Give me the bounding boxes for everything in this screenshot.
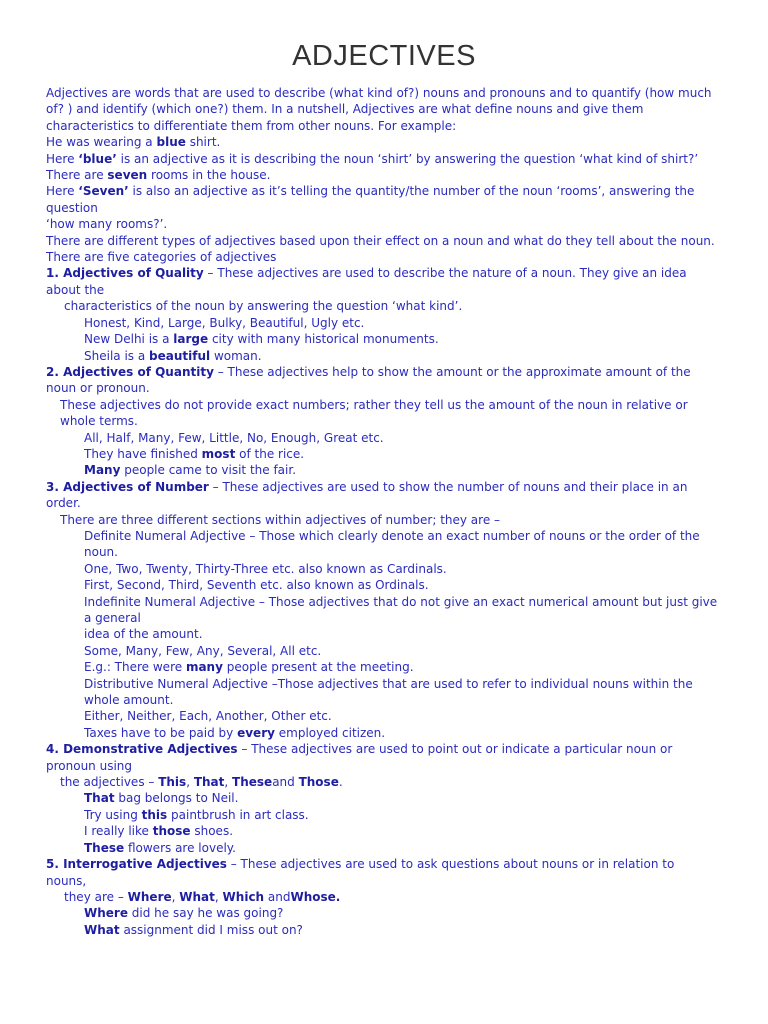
text-segment: people present at the meeting. bbox=[222, 660, 414, 675]
text-line bbox=[46, 479, 718, 512]
bold-term: Which bbox=[222, 889, 265, 904]
text-line bbox=[46, 183, 718, 216]
text-segment: , bbox=[171, 889, 180, 904]
text-segment: is an adjective as it is describing the noun ‘shirt’ by answering the question ‘what kind of shirt?’ bbox=[116, 151, 699, 166]
text-segment: Some, Many, Few, Any, Several, All etc. bbox=[84, 643, 322, 658]
text-line bbox=[46, 331, 718, 347]
bold-term: seven bbox=[107, 168, 148, 183]
bold-term: 2. Adjectives of Quantity bbox=[46, 364, 214, 379]
text-segment: There are five categories of adjectives bbox=[46, 250, 277, 265]
text-segment: shoes. bbox=[190, 824, 234, 839]
text-line bbox=[46, 659, 718, 675]
bold-term: Those bbox=[298, 775, 339, 790]
text-segment: Here bbox=[46, 184, 79, 199]
text-segment: woman. bbox=[210, 348, 262, 363]
text-segment: Indefinite Numeral Adjective – Those adjectives that do not give an exact numerical amount but just give a general bbox=[84, 594, 718, 625]
text-line bbox=[46, 364, 718, 397]
text-segment: These adjectives do not provide exact numbers; rather they tell us the amount of the noun in relative or whole terms. bbox=[60, 397, 688, 429]
text-segment: , bbox=[224, 775, 233, 790]
text-segment: did he say he was going? bbox=[127, 906, 284, 921]
text-segment: Here bbox=[46, 151, 79, 166]
text-segment: flowers are lovely. bbox=[124, 840, 236, 855]
text-segment: E.g.: There were bbox=[84, 660, 186, 675]
bold-term: those bbox=[152, 824, 191, 839]
text-line bbox=[46, 626, 718, 642]
text-line bbox=[46, 889, 718, 905]
text-line bbox=[46, 856, 718, 889]
text-segment: First, Second, Third, Seventh etc. also known as Ordinals. bbox=[84, 578, 429, 593]
text-segment: – These adjectives are used to describe the nature of a noun. They give an idea about the bbox=[46, 266, 687, 297]
text-line bbox=[46, 594, 718, 627]
text-segment: assignment did I miss out on? bbox=[119, 922, 303, 937]
bold-term: blue bbox=[156, 135, 186, 150]
text-segment: New Delhi is a bbox=[84, 332, 174, 347]
text-segment: Distributive Numeral Adjective –Those adjectives that are used to refer to individual nouns within the whole amount. bbox=[84, 676, 693, 708]
bold-term: Where bbox=[127, 889, 172, 904]
bold-term: 3. Adjectives of Number bbox=[46, 479, 209, 494]
text-line bbox=[46, 397, 718, 430]
text-segment: , bbox=[186, 775, 194, 790]
bold-term: What bbox=[179, 889, 215, 904]
text-segment: I really like bbox=[84, 824, 153, 839]
text-line bbox=[46, 315, 718, 331]
text-segment: Adjectives are words that are used to describe (what kind of?) nouns and pronouns and to quantify (how much of? ) and identify (which one?) them. In a nutshell, Adjectives are what define nouns and give them characteristics to differentiate them from other nouns. For example: bbox=[46, 86, 712, 133]
text-line bbox=[46, 216, 718, 232]
text-segment: people came to visit the fair. bbox=[120, 463, 297, 478]
text-segment: – These adjectives are used to ask questions about nouns or in relation to nouns, bbox=[46, 857, 675, 888]
text-line bbox=[46, 233, 718, 249]
text-segment: There are different types of adjectives based upon their effect on a noun and what do they tell about the noun. bbox=[46, 233, 715, 248]
bold-term: 1. Adjectives of Quality bbox=[46, 266, 204, 281]
text-line bbox=[46, 577, 718, 593]
bold-term: every bbox=[237, 725, 275, 740]
text-line bbox=[46, 922, 718, 938]
bold-term: 4. Demonstrative Adjectives bbox=[46, 742, 238, 757]
text-line bbox=[46, 725, 718, 741]
bold-term: This bbox=[158, 775, 187, 790]
text-line bbox=[46, 167, 718, 183]
text-segment: They have finished bbox=[84, 446, 202, 461]
text-line bbox=[46, 528, 718, 561]
text-segment: rooms in the house. bbox=[147, 168, 271, 183]
text-line bbox=[46, 446, 718, 462]
text-segment: is also an adjective as it’s telling the quantity/the number of the noun ‘rooms’, answering the question bbox=[46, 184, 695, 215]
text-segment: Try using bbox=[84, 807, 142, 822]
text-segment: city with many historical monuments. bbox=[208, 332, 439, 347]
bold-term: Whose. bbox=[290, 889, 341, 904]
text-line bbox=[46, 85, 718, 134]
text-line bbox=[46, 462, 718, 478]
bold-term: ‘blue’ bbox=[78, 151, 117, 166]
page-title: ADJECTIVES bbox=[292, 40, 476, 72]
bold-term: large bbox=[173, 332, 209, 347]
bold-term: beautiful bbox=[149, 348, 211, 363]
bold-term: this bbox=[141, 807, 168, 822]
bold-term: many bbox=[185, 660, 223, 675]
bold-term: most bbox=[201, 446, 236, 461]
document-body bbox=[46, 85, 718, 938]
text-segment: There are bbox=[46, 168, 108, 183]
text-line bbox=[46, 249, 718, 265]
text-segment: ‘how many rooms?’. bbox=[46, 217, 168, 232]
text-segment: of the rice. bbox=[235, 446, 305, 461]
text-segment: characteristics of the noun by answering the question ‘what kind’. bbox=[64, 299, 463, 314]
text-segment: Taxes have to be paid by bbox=[84, 725, 238, 740]
text-segment: the adjectives – bbox=[60, 775, 159, 790]
text-segment: shirt. bbox=[185, 135, 221, 150]
text-line bbox=[46, 151, 718, 167]
text-segment: , bbox=[214, 889, 223, 904]
text-segment: they are – bbox=[64, 889, 128, 904]
bold-term: That bbox=[193, 775, 225, 790]
text-segment: employed citizen. bbox=[274, 725, 386, 740]
text-line bbox=[46, 905, 718, 921]
text-segment: bag belongs to Neil. bbox=[114, 791, 239, 806]
bold-term: What bbox=[84, 922, 120, 937]
text-line bbox=[46, 348, 718, 364]
text-line bbox=[46, 840, 718, 856]
text-segment: – These adjectives are used to show the number of nouns and their place in an order. bbox=[46, 479, 688, 511]
text-segment: and bbox=[264, 889, 291, 904]
text-line bbox=[46, 561, 718, 577]
text-line bbox=[46, 807, 718, 823]
text-line bbox=[46, 708, 718, 724]
text-line bbox=[46, 512, 718, 528]
bold-term: Many bbox=[84, 463, 121, 478]
text-segment: idea of the amount. bbox=[84, 627, 203, 642]
text-segment: There are three different sections within adjectives of number; they are – bbox=[60, 512, 501, 527]
text-segment: One, Two, Twenty, Thirty-Three etc. also known as Cardinals. bbox=[84, 561, 447, 576]
text-line bbox=[46, 643, 718, 659]
bold-term: 5. Interrogative Adjectives bbox=[46, 857, 227, 872]
text-segment: and bbox=[272, 775, 299, 790]
text-line bbox=[46, 774, 718, 790]
text-segment: Honest, Kind, Large, Bulky, Beautiful, Ugly etc. bbox=[84, 315, 365, 330]
text-segment: – These adjectives help to show the amount or the approximate amount of the noun or pronoun. bbox=[46, 364, 691, 396]
text-line bbox=[46, 741, 718, 774]
text-segment: paintbrush in art class. bbox=[167, 807, 309, 822]
text-segment: Sheila is a bbox=[84, 348, 150, 363]
bold-term: These bbox=[232, 775, 273, 790]
bold-term: Where bbox=[84, 906, 128, 921]
text-segment: He was wearing a bbox=[46, 135, 157, 150]
bold-term: ‘Seven’ bbox=[78, 184, 129, 199]
text-segment: All, Half, Many, Few, Little, No, Enough, Great etc. bbox=[84, 430, 384, 445]
text-line bbox=[46, 265, 718, 298]
text-segment: – These adjectives are used to point out or indicate a particular noun or pronoun using bbox=[46, 742, 673, 773]
text-line bbox=[46, 298, 718, 314]
text-segment: Either, Neither, Each, Another, Other etc. bbox=[84, 709, 332, 724]
text-line bbox=[46, 676, 718, 709]
text-segment: . bbox=[338, 775, 343, 790]
text-segment: Definite Numeral Adjective – Those which clearly denote an exact number of nouns or the order of the noun. bbox=[84, 528, 700, 560]
bold-term: That bbox=[84, 791, 115, 806]
bold-term: These bbox=[84, 840, 125, 855]
text-line bbox=[46, 430, 718, 446]
text-line bbox=[46, 134, 718, 150]
text-line bbox=[46, 823, 718, 839]
text-line bbox=[46, 790, 718, 806]
